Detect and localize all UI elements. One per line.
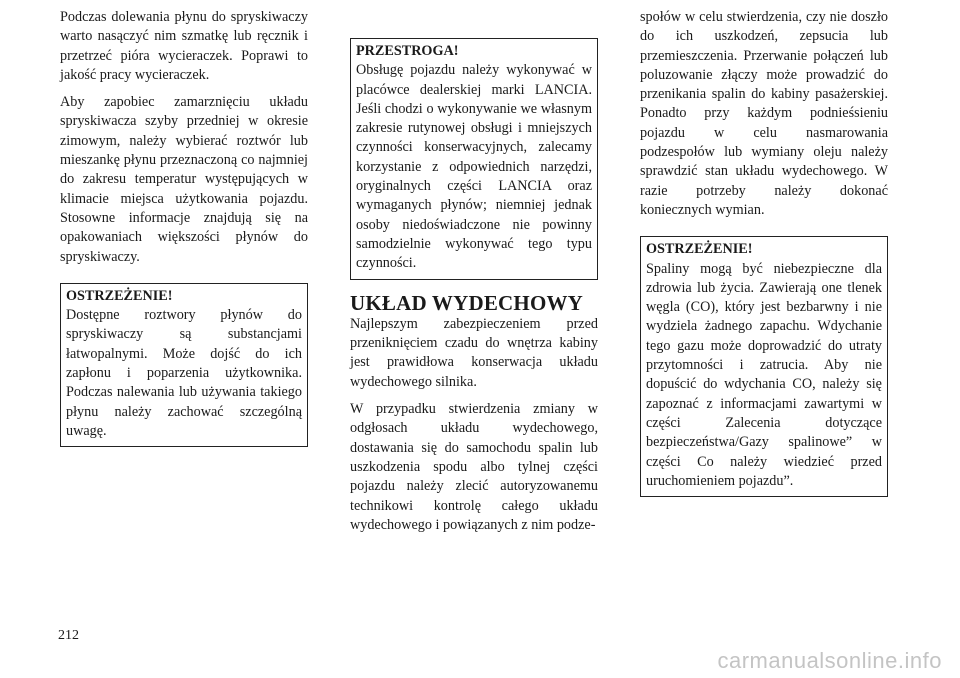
caution-text: Obsługę pojazdu należy wykonywać w placówce dealerskiej marki LANCIA. Jeśli chodzi o wykonywanie we własnym zakresie rutynowej obsługi i mniejszych czynności konserwacyjnych, zalecamy korzystanie z odpowiednich narzędzi, oryginalnych części LANCIA oraz wymaganych płynów; niemniej jednak osoby niedoświadczone nie powinny samodzielnie wykonywać tego typu czynności. bbox=[356, 62, 592, 272]
warning-title: OSTRZEŻENIE! bbox=[66, 287, 173, 304]
paragraph-exhaust-inspection: W przypadku stwierdzenia zmiany w odgłosach układu wydechowego, dostawania się do samochodu spalin lub uszkodzenia spodu albo tylnej części pojazdu należy zlecić autoryzowanemu technikowi kontrolę całego układu wydechowego i powiązanych z nim podze- bbox=[350, 401, 598, 533]
paragraph-washer-fluid: Podczas dolewania płynu do spryskiwaczy warto nasączyć nim szmatkę lub ręcznik i przetrzeć pióra wycieraczek. Poprawi to jakość pracy wycieraczek. bbox=[60, 9, 308, 83]
section-heading-exhaust-system: UKŁAD WYDECHOWY bbox=[350, 290, 584, 315]
paragraph-exhaust-continued: społów w celu stwierdzenia, czy nie doszło do ich uszkodzeń, zepsucia lub przemieszczenia. Przerwanie połączeń lub poluzowanie złączy może prowadzić do przenikania spalin do kabiny pasażerskiej. Ponadto przy każdym podnieśsieniu pojazdu w celu nasmarowania podzespołów lub wymiany oleju należy sprawdzić stan układu wydechowego. W razie potrzeby należy dokonać koniecznych wymian. bbox=[640, 9, 888, 218]
watermark: carmanualsonline.info bbox=[717, 648, 942, 673]
warning-box-carbon-monoxide bbox=[640, 236, 888, 497]
warning-text: Spaliny mogą być niebezpieczne dla zdrowia lub życia. Zawierają one tlenek węgla (CO), który jest bezbarwny i nie wydziela żadnego zapachu. Wdychanie tego gazu może doprowadzić do utraty przytomności i zatrucia. Aby nie dopuścić do wdychania CO, należy się zapoznać z informacjami zawartymi w części Zalecenia dotyczące bezpieczeństwa/Gazy spalinowe” w części Co należy wiedzieć przed uruchomieniem pojazdu”. bbox=[646, 260, 882, 489]
warning-title: OSTRZEŻENIE! bbox=[646, 241, 753, 258]
caution-box-dealer-service bbox=[350, 38, 598, 280]
caution-title: PRZESTROGA! bbox=[356, 43, 459, 59]
column-right bbox=[640, 8, 888, 497]
paragraph-exhaust-maintenance: Najlepszym zabezpieczeniem przed przeniknięciem czadu do wnętrza kabiny jest prawidłowa konserwacja układu wydechowego silnika. bbox=[350, 315, 598, 390]
column-left bbox=[60, 8, 308, 447]
column-middle bbox=[350, 8, 598, 543]
page-number: 212 bbox=[58, 628, 79, 643]
paragraph-freeze-prevention: Aby zapobiec zamarznięciu układu spryskiwacza szyby przedniej w okresie zimowym, należy wybierać roztwór lub mieszankę płynu przeznaczoną co najmniej do zakresu temperatur występujących w klimacie miejsca użytkowania pojazdu. Stosowne informacje znajdują się na opakowaniach większości płynów do spryskiwaczy. bbox=[60, 94, 308, 265]
warning-text: Dostępne roztwory płynów do spryskiwaczy są substancjami łatwopalnymi. Może dojść do ich zapłonu i poparzenia użytkownika. Podczas nalewania lub używania takiego płynu należy zachować szczególną uwagę. bbox=[66, 307, 302, 439]
warning-box-flammable bbox=[60, 283, 308, 447]
